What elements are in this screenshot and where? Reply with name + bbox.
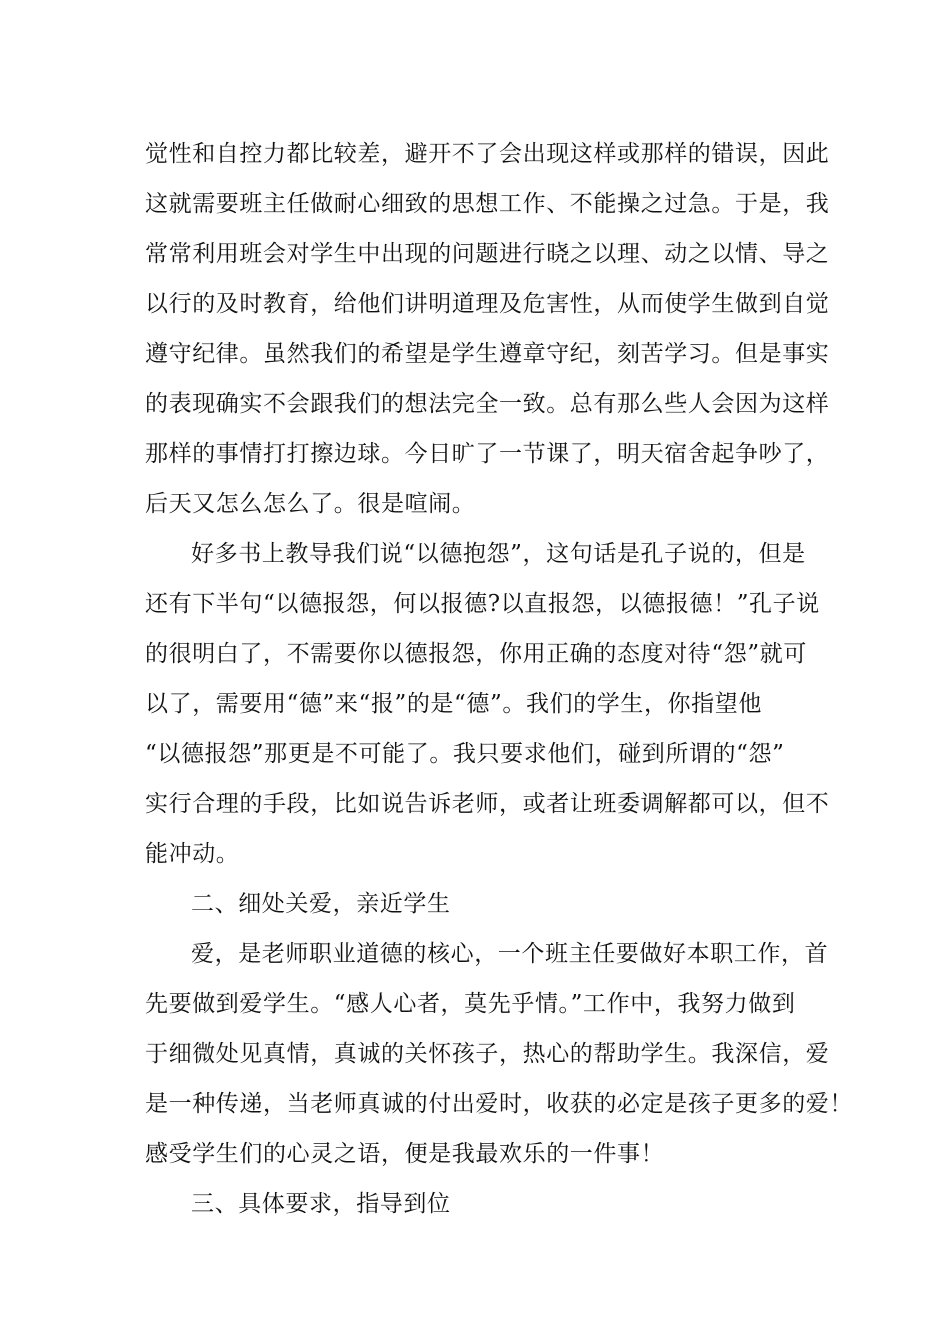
text-line: 后天又怎么怎么了。很是喧闹。 <box>145 491 476 517</box>
text-line: 常常利用班会对学生中出现的问题进行晓之以理、动之以情、导之 <box>145 241 830 267</box>
section-heading: 三、具体要求，指导到位 <box>191 1191 451 1217</box>
text-line: 感受学生们的心灵之语，便是我最欢乐的一件事！ <box>145 1141 665 1167</box>
body-text <box>145 129 853 1229</box>
text-line: 以行的及时教育，给他们讲明道理及危害性，从而使学生做到自觉 <box>145 291 830 317</box>
text-line: 于细微处见真情，真诚的关怀孩子，热心的帮助学生。我深信，爱 <box>145 1041 830 1067</box>
text-line: “以德报怨”那更是不可能了。我只要求他们，碰到所谓的“怨” <box>145 741 785 767</box>
paragraph-start-line: 好多书上教导我们说“以德抱怨”，这句话是孔子说的，但是 <box>191 541 806 567</box>
text-line: 遵守纪律。虽然我们的希望是学生遵章守纪，刻苦学习。但是事实 <box>145 341 830 367</box>
text-line: 能冲动。 <box>145 841 240 867</box>
text-line: 的表现确实不会跟我们的想法完全一致。总有那么些人会因为这样 <box>145 391 830 417</box>
text-line: 以了，需要用“德”来“报”的是“德”。我们的学生，你指望他 <box>145 691 762 717</box>
text-line: 是一种传递，当老师真诚的付出爱时，收获的必定是孩子更多的爱！ <box>145 1091 853 1117</box>
section-heading: 二、细处关爱，亲近学生 <box>191 891 451 917</box>
text-line: 这就需要班主任做耐心细致的思想工作、不能操之过急。于是，我 <box>145 191 830 217</box>
text-line: 还有下半句“以德报怨，何以报德?以直报怨，以德报德！”孔子说 <box>145 591 820 617</box>
text-line: 那样的事情打打擦边球。今日旷了一节课了，明天宿舍起争吵了， <box>145 441 830 467</box>
text-line: 的很明白了，不需要你以德报怨，你用正确的态度对待“怨”就可 <box>145 641 807 667</box>
paragraph-start-line: 爱，是老师职业道德的核心，一个班主任要做好本职工作，首 <box>191 941 829 967</box>
text-line: 先要做到爱学生。“感人心者，莫先乎情。”工作中，我努力做到 <box>145 991 796 1017</box>
text-line: 觉性和自控力都比较差，避开不了会出现这样或那样的错误，因此 <box>145 141 830 167</box>
text-line: 实行合理的手段，比如说告诉老师，或者让班委调解都可以，但不 <box>145 791 830 817</box>
